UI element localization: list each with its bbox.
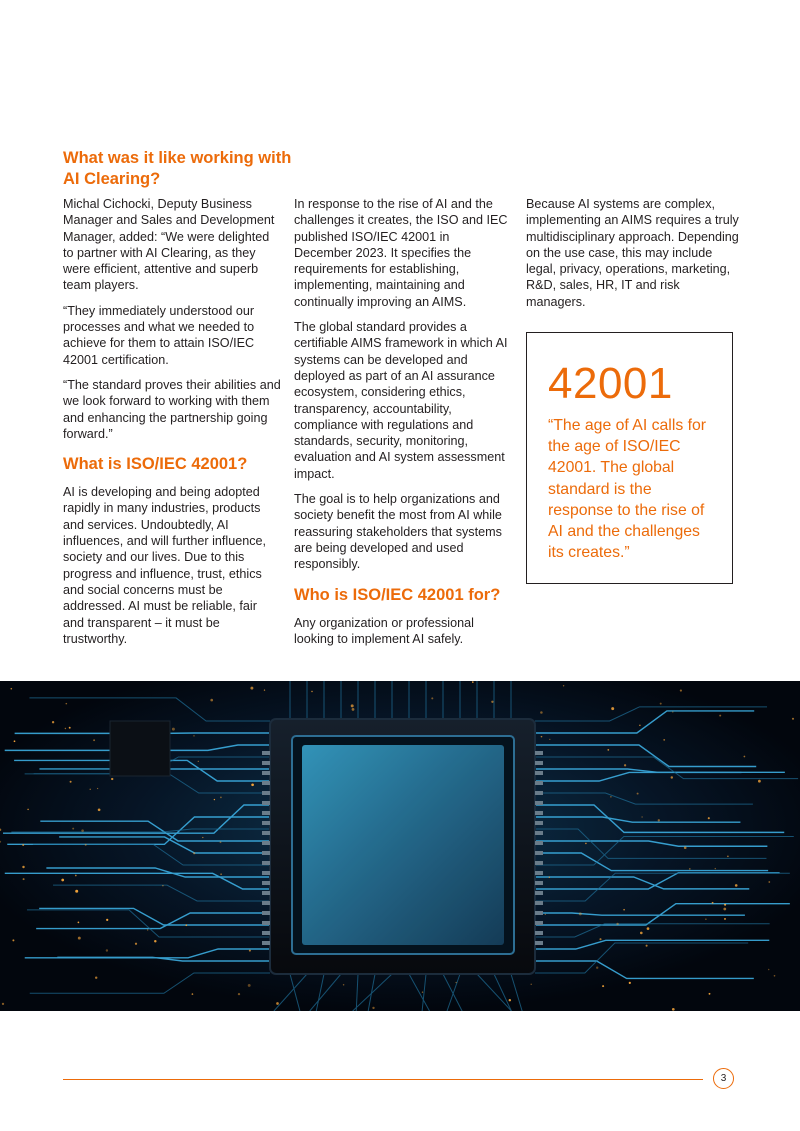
- paragraph: “The standard proves their abilities and we look forward to working with them and enhancing the partnership going forward.”: [63, 377, 281, 441]
- pull-quote-number: 42001: [548, 359, 673, 408]
- pull-quote-box: [526, 332, 733, 584]
- section-heading-what-is-iso-42001: What is ISO/IEC 42001?: [63, 455, 248, 474]
- circuit-board-illustration: [0, 681, 800, 1011]
- paragraph: Any organization or professional looking to implement AI safely.: [294, 615, 474, 646]
- paragraph: “They immediately understood our processes and what we needed to achieve for them to attain ISO/IEC 42001 certification.: [63, 303, 255, 367]
- footer-divider: [63, 1079, 703, 1080]
- paragraph: The global standard provides a certifiable AIMS framework in which AI systems can be developed and deployed as part of an AI assurance ecosystem, considering ethics, transparency, accountability, compliance with regulations and standards, security, monitoring, evaluation and AI system assessment impact.: [294, 320, 508, 481]
- pull-quote-text: “The age of AI calls for the age of ISO/IEC 42001. The global standard is the response to the rise of AI and the challenges its creates.”: [548, 417, 707, 562]
- page-number: 3: [713, 1068, 734, 1089]
- paragraph: The goal is to help organizations and society benefit the most from AI while reassuring stakeholders that systems are being developed and used responsibly.: [294, 492, 502, 572]
- column-1: [63, 196, 281, 656]
- paragraph: In response to the rise of AI and the challenges it creates, the ISO and IEC published ISO/IEC 42001 in December 2023. It specifies the requirements for establishing, implementing, maintaining and continually improving an AIMS.: [294, 197, 508, 309]
- circuit-board-chip-image: [0, 681, 800, 1011]
- column-3: [526, 196, 740, 319]
- section-heading-working-with-ai-clearing: What was it like working with AI Clearing?: [63, 149, 292, 188]
- paragraph: Michal Cichocki, Deputy Business Manager and Sales and Development Manager, added: “We were delighted to partner with AI Clearing, as they were efficient, attentive and superb team players.: [63, 197, 275, 293]
- column-2: [294, 196, 508, 656]
- paragraph: Because AI systems are complex, implementing an AIMS requires a truly multidisciplinary approach. Depending on the use case, this may include legal, privacy, operations, marketing, R&D, sales, HR, IT and risk managers.: [526, 197, 739, 309]
- paragraph: AI is developing and being adopted rapidly in many industries, products and services. Undoubtedly, AI influences, and will further influence, society and our lives. Due to this progress and influence, trust, ethics and social concerns must be addressed. AI must be reliable, fair and transparent – it must be trustworthy.: [63, 485, 267, 646]
- section-heading-who-is-iso-42001-for: Who is ISO/IEC 42001 for?: [294, 585, 501, 604]
